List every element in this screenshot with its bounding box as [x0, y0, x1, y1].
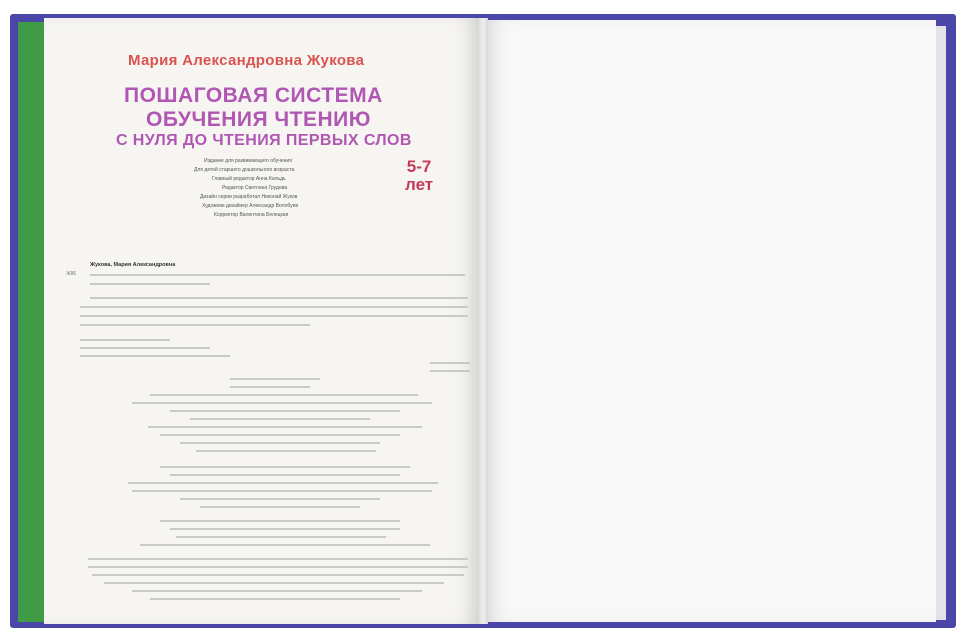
book-gutter [478, 18, 488, 624]
catalog-code: Ж86 [66, 271, 77, 277]
small-print [200, 506, 360, 508]
small-print [180, 498, 380, 500]
catalog-heading: Жукова, Мария Александровна [90, 262, 176, 268]
small-print [88, 566, 468, 568]
small-print [150, 598, 400, 600]
small-print [80, 315, 468, 317]
page-edge [936, 26, 946, 620]
small-print [128, 482, 438, 484]
credit-line: Дизайн серии разработал Николай Жуков [200, 194, 298, 200]
small-print [80, 347, 210, 349]
small-print [176, 536, 386, 538]
small-print [80, 355, 230, 357]
title-line-1: ПОШАГОВАЯ СИСТЕМА [124, 84, 383, 107]
small-print [230, 378, 320, 380]
small-print [170, 474, 400, 476]
small-print [80, 339, 170, 341]
title-line-2: ОБУЧЕНИЯ ЧТЕНИЮ [146, 108, 371, 131]
small-print [132, 490, 432, 492]
small-print [160, 434, 400, 436]
small-print [104, 582, 444, 584]
credit-line: Для детей старшего дошкольного возраста [194, 167, 295, 173]
small-print [148, 426, 422, 428]
small-print [160, 520, 400, 522]
author-name: Мария Александровна Жукова [128, 52, 365, 69]
credit-line: Художник-дизайнер Александр Волобуев [202, 203, 299, 209]
age-range: 5-7 [406, 157, 432, 176]
small-print [90, 274, 465, 276]
small-print [196, 450, 376, 452]
small-print [430, 362, 470, 364]
credit-line: Редактор Светлана Грудева [222, 185, 288, 191]
credit-line: Корректор Валентина Белецкая [214, 212, 289, 218]
small-print [92, 574, 464, 576]
small-print [180, 442, 380, 444]
small-print [190, 418, 370, 420]
small-print [80, 306, 468, 308]
credit-line: Издание для развивающего обучения [204, 158, 292, 164]
small-print [88, 558, 468, 560]
small-print [230, 386, 310, 388]
age-unit: лет [405, 175, 434, 194]
small-print [90, 297, 468, 299]
small-print [170, 410, 400, 412]
small-print [80, 324, 310, 326]
small-print [160, 466, 410, 468]
small-print [132, 590, 422, 592]
credit-line: Главный редактор Анна Кальдь [212, 176, 286, 182]
small-print [90, 283, 210, 285]
age-badge [405, 158, 433, 194]
subtitle: С НУЛЯ ДО ЧТЕНИЯ ПЕРВЫХ СЛОВ [116, 132, 412, 149]
small-print [170, 528, 400, 530]
small-print [140, 544, 430, 546]
right-page-blank [484, 20, 936, 622]
small-print [132, 402, 432, 404]
small-print [150, 394, 418, 396]
small-print [430, 370, 470, 372]
